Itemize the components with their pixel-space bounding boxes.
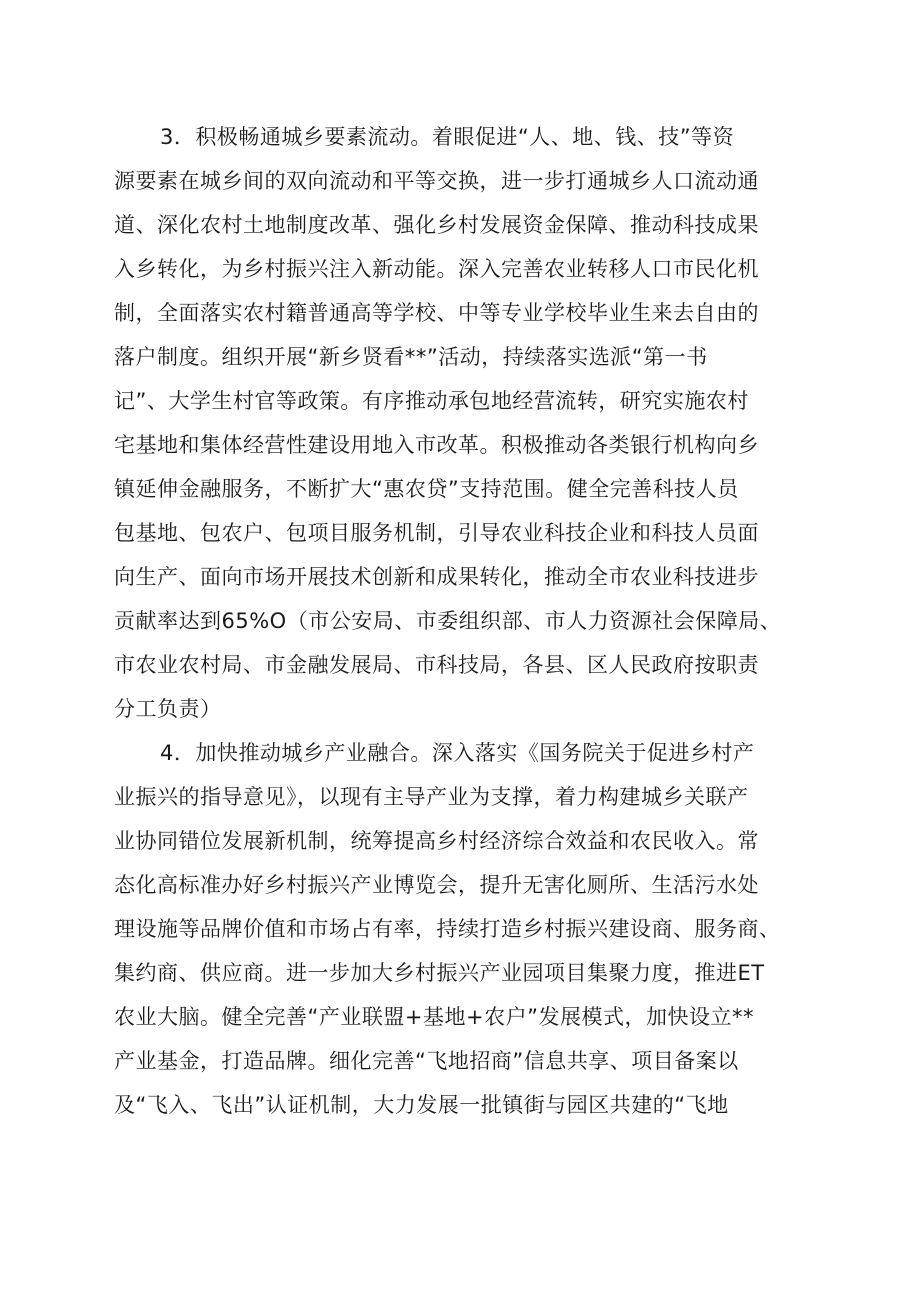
paragraph-4-line: 业协同错位发展新机制，统筹提高乡村经济综合效益和农民收入。常 [114,829,759,853]
paragraph-3-line: 道、深化农村土地制度改革、强化乡村发展资金保障、推动科技成果 [114,213,759,237]
paragraph-4-line: 农业大脑。健全完善“产业联盟+基地+农户”发展模式，加快设立** [114,1005,754,1029]
paragraph-3-line: 市农业农村局、市金融发展局、市科技局，各县、区人民政府按职责 [114,653,759,677]
paragraph-3-line: 3．积极畅通城乡要素流动。着眼促进“人、地、钱、技”等资 [160,125,735,149]
paragraph-3-line: 包基地、包农户、包项目服务机制，引导农业科技企业和科技人员面 [114,521,759,545]
paragraph-4-line: 产业基金，打造品牌。细化完善“飞地招商”信息共享、项目备案以 [114,1049,739,1073]
paragraph-3-line: 向生产、面向市场开展技术创新和成果转化，推动全市农业科技进步 [114,565,759,589]
paragraph-3-line: 记”、大学生村官等政策。有序推动承包地经营流转，研究实施农村 [114,389,749,413]
paragraph-4-line: 业振兴的指导意见》，以现有主导产业为支撑，着力构建城乡关联产 [114,785,749,809]
paragraph-4-line: 及“飞入、飞出”认证机制，大力发展一批镇街与园区共建的“飞地 [114,1093,729,1117]
paragraph-3-line: 镇延伸金融服务，不断扩大“惠农贷”支持范围。健全完善科技人员 [114,477,739,501]
paragraph-3-line: 入乡转化，为乡村振兴注入新动能。深入完善农业转移人口市民化机 [114,257,759,281]
paragraph-3-line: 宅基地和集体经营性建设用地入市改革。积极推动各类银行机构向乡 [114,433,759,457]
paragraph-3-line: 源要素在城乡间的双向流动和平等交换，进一步打通城乡人口流动通 [114,169,759,193]
paragraph-4-line: 4．加快推动城乡产业融合。深入落实《国务院关于促进乡村产 [160,741,755,765]
paragraph-3-line: 贡献率达到65%O（市公安局、市委组织部、市人力资源社会保障局、 [114,609,782,633]
paragraph-4-line: 集约商、供应商。进一步加大乡村振兴产业园项目集聚力度，推进ET [114,961,765,985]
paragraph-4-line: 理设施等品牌价值和市场占有率，持续打造乡村振兴建设商、服务商、 [114,917,781,941]
paragraph-4-line: 态化高标准办好乡村振兴产业博览会，提升无害化厕所、生活污水处 [114,873,759,897]
document-body [114,115,814,1127]
paragraph-3-line: 制，全面落实农村籍普通高等学校、中等专业学校毕业生来去自由的 [114,301,759,325]
paragraph-3-line: 落户制度。组织开展“新乡贤看**”活动，持续落实选派“第一书 [114,345,708,369]
paragraph-3-line: 分工负责） [114,697,222,721]
